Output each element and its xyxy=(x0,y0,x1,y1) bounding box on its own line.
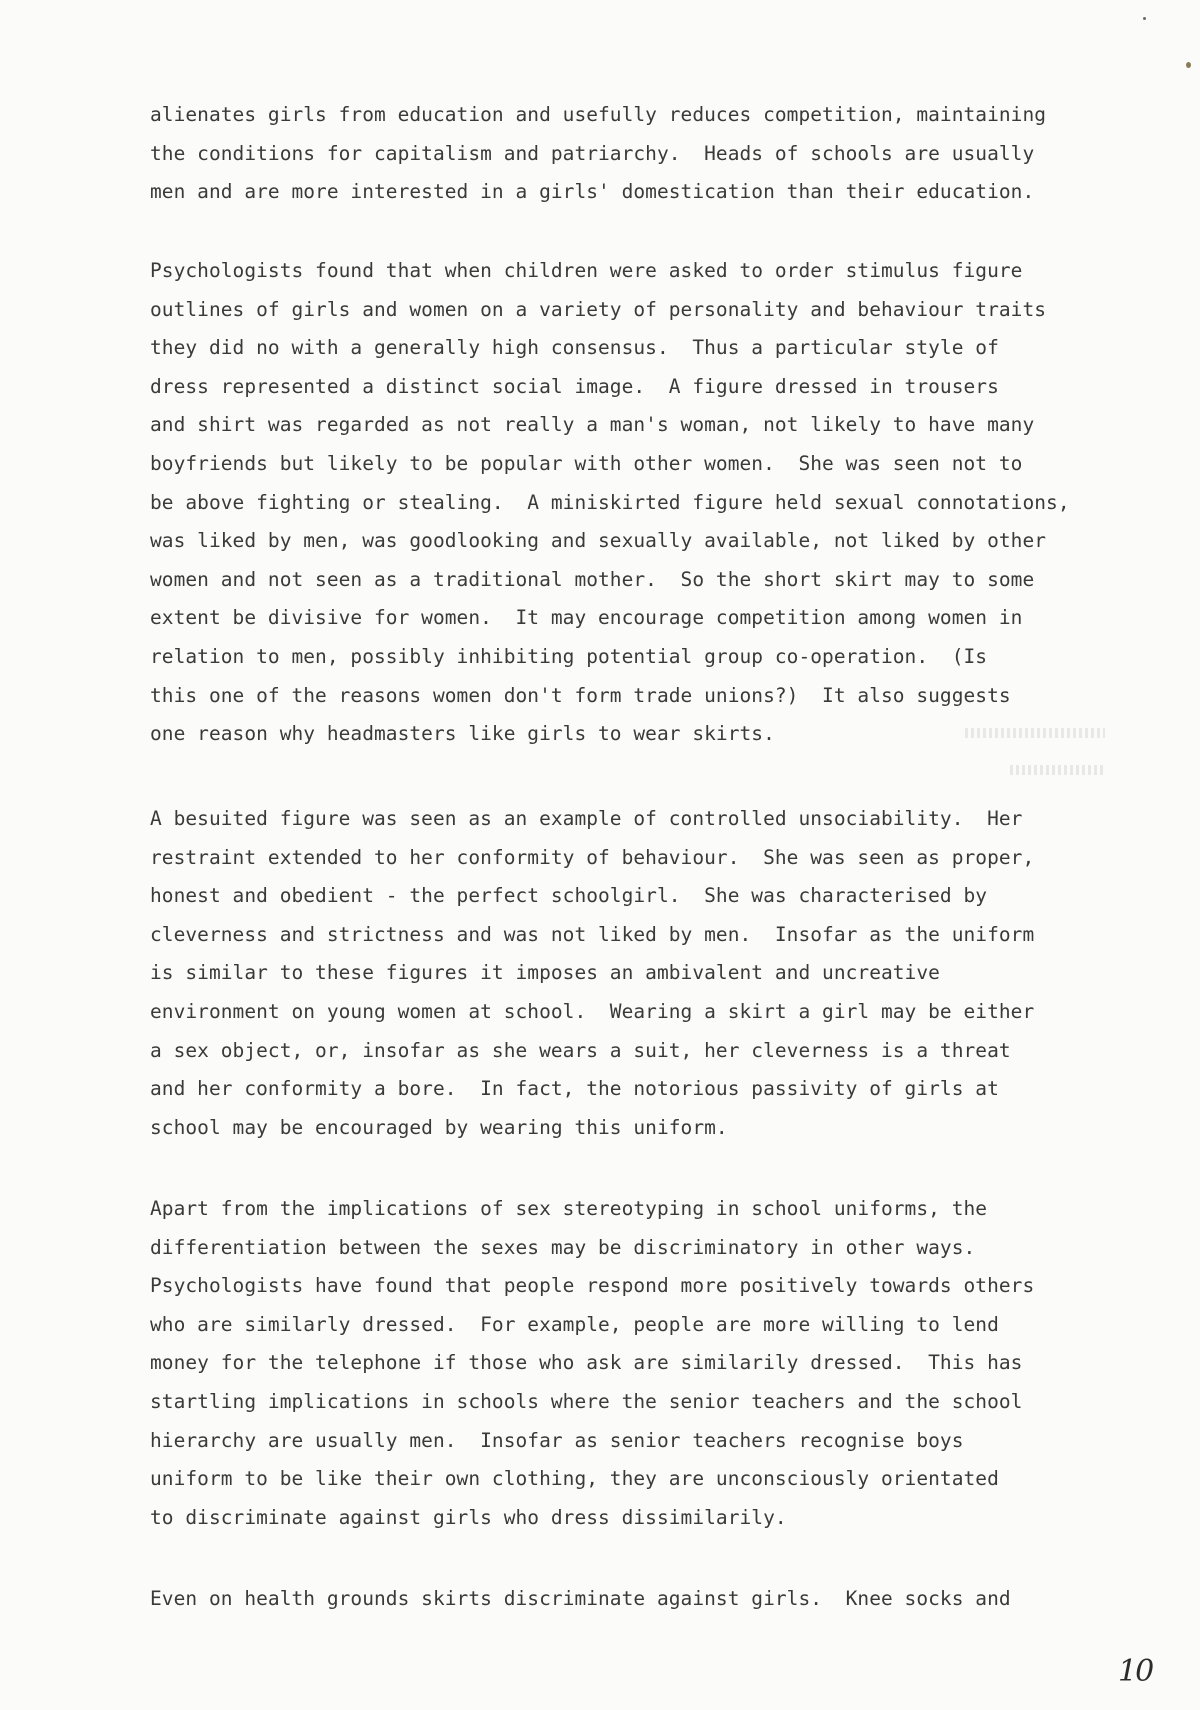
paragraph xyxy=(150,1190,1160,1537)
text-line: Psychologists have found that people respond more positively towards others xyxy=(150,1274,1035,1298)
text-line: extent be divisive for women. It may encourage competition among women in xyxy=(150,606,1023,630)
text-line: relation to men, possibly inhibiting potential group co-operation. (Is xyxy=(150,644,988,668)
text-line: money for the telephone if those who ask are similarily dressed. This has xyxy=(150,1351,1023,1375)
text-line: who are similarly dressed. For example, people are more willing to lend xyxy=(150,1312,999,1336)
text-line: school may be encouraged by wearing this uniform. xyxy=(150,1115,728,1139)
text-line: and her conformity a bore. In fact, the notorious passivity of girls at xyxy=(150,1077,999,1101)
text-line: be above fighting or stealing. A miniskirted figure held sexual connotations, xyxy=(150,490,1070,514)
text-line: A besuited figure was seen as an example of controlled unsociability. Her xyxy=(150,807,1023,830)
text-line: is similar to these figures it imposes an ambivalent and uncreative xyxy=(150,961,940,985)
text-line: startling implications in schools where the senior teachers and the school xyxy=(150,1389,1023,1413)
text-line: environment on young women at school. Wearing a skirt a girl may be either xyxy=(150,999,1035,1023)
text-line: the conditions for capitalism and patriarchy. Heads of schools are usually xyxy=(150,141,1035,165)
text-line: one reason why headmasters like girls to wear skirts. xyxy=(150,722,775,746)
paragraph xyxy=(150,252,1160,754)
text-line: honest and obedient - the perfect schoolgirl. She was characterised by xyxy=(150,884,988,908)
ink-speck xyxy=(1186,62,1191,68)
text-line: they did no with a generally high consensus. Thus a particular style of xyxy=(150,336,999,360)
text-line: women and not seen as a traditional mother. So the short skirt may to some xyxy=(150,567,1035,591)
page-number: 10 xyxy=(1118,1654,1153,1689)
text-line: Psychologists found that when children were asked to order stimulus figure xyxy=(150,259,1023,282)
text-line: to discriminate against girls who dress dissimilarily. xyxy=(150,1505,787,1529)
text-line: differentiation between the sexes may be discriminatory in other ways. xyxy=(150,1235,976,1259)
text-line: dress represented a distinct social image. A figure dressed in trousers xyxy=(150,374,999,398)
text-line: cleverness and strictness and was not liked by men. Insofar as the uniform xyxy=(150,922,1035,946)
text-line: this one of the reasons women don't form trade unions?) It also suggests xyxy=(150,683,1011,707)
paragraph xyxy=(150,1580,1160,1619)
paragraph xyxy=(150,800,1160,1147)
text-line: alienates girls from education and usefully reduces competition, maintaining xyxy=(150,103,1047,126)
text-line: outlines of girls and women on a variety of personality and behaviour traits xyxy=(150,297,1047,321)
bleed-through-mark xyxy=(1010,765,1105,775)
paragraph xyxy=(150,96,1160,212)
text-line: Even on health grounds skirts discriminate against girls. Knee socks and xyxy=(150,1587,1011,1610)
text-line: hierarchy are usually men. Insofar as senior teachers recognise boys xyxy=(150,1428,964,1452)
text-line: boyfriends but likely to be popular with other women. She was seen not to xyxy=(150,451,1023,475)
text-line: restraint extended to her conformity of behaviour. She was seen as proper, xyxy=(150,845,1035,869)
text-line: and shirt was regarded as not really a man's woman, not likely to have many xyxy=(150,413,1035,437)
text-line: uniform to be like their own clothing, they are unconsciously orientated xyxy=(150,1467,999,1491)
text-line: a sex object, or, insofar as she wears a suit, her cleverness is a threat xyxy=(150,1038,1011,1062)
ink-speck xyxy=(1143,17,1146,20)
text-line: men and are more interested in a girls' domestication than their education. xyxy=(150,180,1035,204)
text-line: Apart from the implications of sex stereotyping in school uniforms, the xyxy=(150,1197,988,1220)
text-line: was liked by men, was goodlooking and sexually available, not liked by other xyxy=(150,529,1047,553)
